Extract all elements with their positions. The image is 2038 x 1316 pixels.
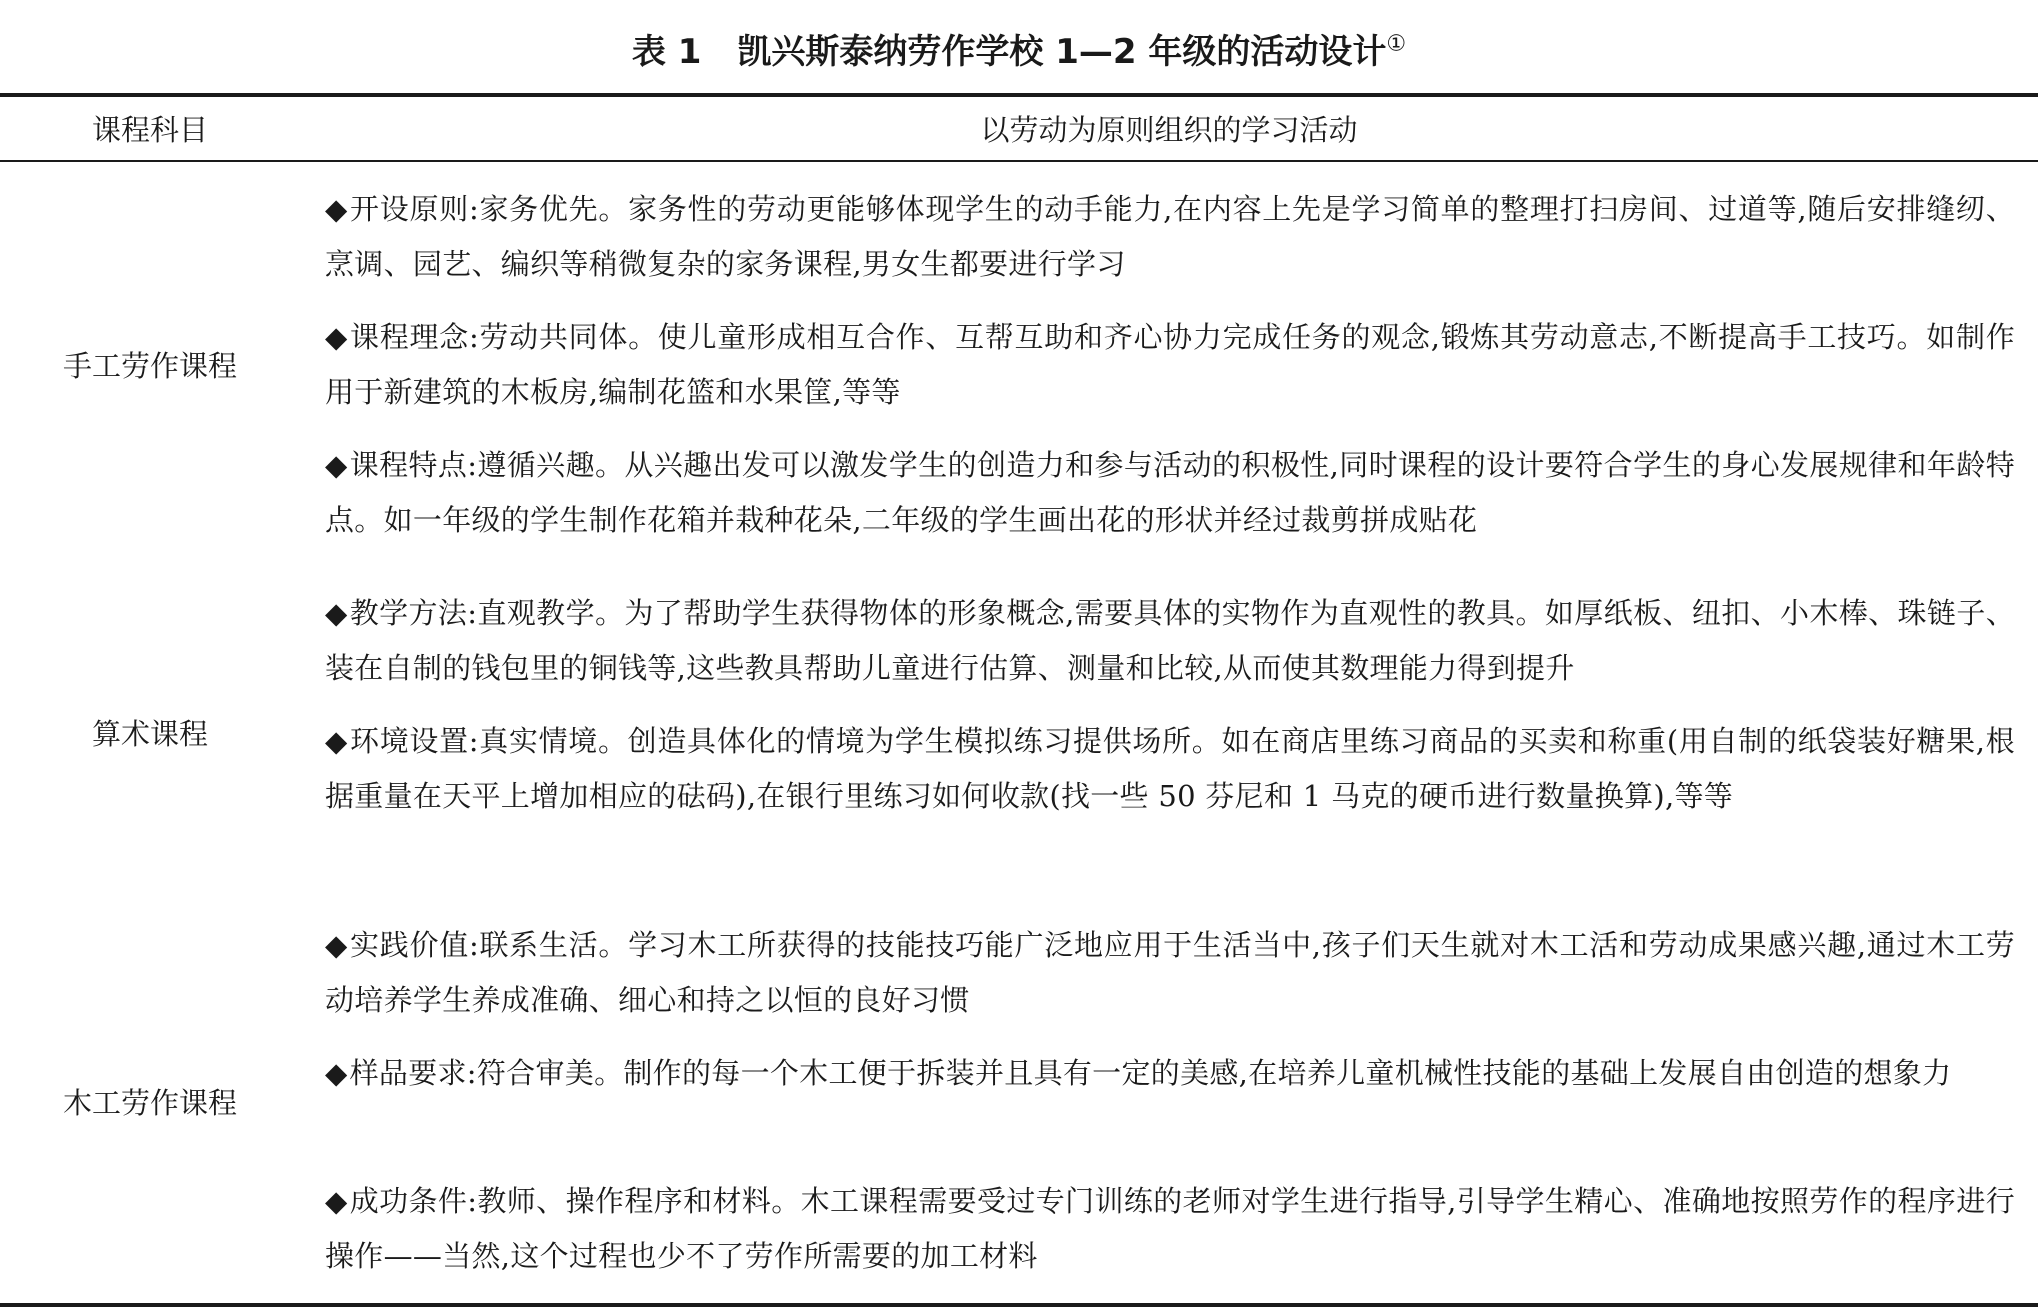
bullet-icon: ◆ [325,596,348,630]
bullet-icon: ◆ [325,448,348,482]
activity-item-text: 开设原则:家务优先。家务性的劳动更能够体现学生的动手能力,在内容上先是学习简单的整理打扫房间、过道等,随后安排缝纫、烹调、园艺、编织等稍微复杂的家务课程,男女生都要进行学习 [325,192,2015,281]
activity-item-text: 课程特点:遵循兴趣。从兴趣出发可以激发学生的创造力和参与活动的积极性,同时课程的设计要符合学生的身心发展规律和年龄特点。如一年级的学生制作花箱并栽种花朵,二年级的学生画出花的形状并经过裁剪拼成贴花 [325,448,2016,537]
activity-item-text: 成功条件:教师、操作程序和材料。木工课程需要受过专门训练的老师对学生进行指导,引导学生精心、准确地按照劳作的程序进行操作——当然,这个过程也少不了劳作所需要的加工材料 [325,1184,2016,1273]
activity-item [325,586,2015,696]
activity-item [325,182,2015,292]
column-header-subject: 课程科目 [91,113,208,147]
activity-item [325,1046,2015,1101]
activity-item-text: 实践价值:联系生活。学习木工所获得的技能技巧能广泛地应用于生活当中,孩子们天生就对木工活和劳动成果感兴趣,通过木工劳动培养学生养成准确、细心和持之以恒的良好习惯 [325,928,2015,1017]
activity-item-text: 样品要求:符合审美。制作的每一个木工便于拆装并且具有一定的美感,在培养儿童机械性技能的基础上发展自由创造的想象力 [349,1056,1952,1090]
bullet-icon: ◆ [325,192,349,226]
bullet-icon: ◆ [325,928,349,962]
row-subject-handicraft: 手工劳作课程 [62,349,237,383]
table-caption-text: 凯兴斯泰纳劳作学校 1—2 年级的活动设计 [737,32,1387,72]
bullet-icon: ◆ [325,1056,348,1090]
column-header-activities: 以劳动为原则组织的学习活动 [980,113,1358,147]
table-bottom-rule [0,1303,2038,1307]
bullet-icon: ◆ [325,1184,348,1218]
header-rule [0,160,2038,162]
table-top-rule [0,93,2038,97]
table-caption [0,26,2038,78]
activity-item [325,918,2015,1028]
activity-item [325,438,2015,548]
row-subject-woodwork: 木工劳作课程 [62,1086,237,1120]
activity-item [325,714,2015,824]
activity-item-text: 课程理念:劳动共同体。使儿童形成相互合作、互帮互助和齐心协力完成任务的观念,锻炼其劳动意志,不断提高手工技巧。如制作用于新建筑的木板房,编制花篮和水果筐,等等 [325,320,2015,409]
bullet-icon: ◆ [325,724,348,758]
footnote-marker: ① [1386,31,1407,57]
activity-item [325,310,2015,420]
table-caption-label: 表 1 [631,32,702,72]
row-subject-arithmetic: 算术课程 [91,717,208,751]
activity-item [325,1174,2015,1284]
activity-item-text: 环境设置:真实情境。创造具体化的情境为学生模拟练习提供场所。如在商店里练习商品的买卖和称重(用自制的纸袋装好糖果,根据重量在天平上增加相应的砝码),在银行里练习如何收款(找一些 50 芬尼和 1 马克的硬币进行数量换算),等等 [325,724,2015,813]
bullet-icon: ◆ [325,320,349,354]
activity-item-text: 教学方法:直观教学。为了帮助学生获得物体的形象概念,需要具体的实物作为直观性的教具。如厚纸板、纽扣、小木棒、珠链子、装在自制的钱包里的铜钱等,这些教具帮助儿童进行估算、测量和比较,从而使其数理能力得到提升 [325,596,2016,685]
